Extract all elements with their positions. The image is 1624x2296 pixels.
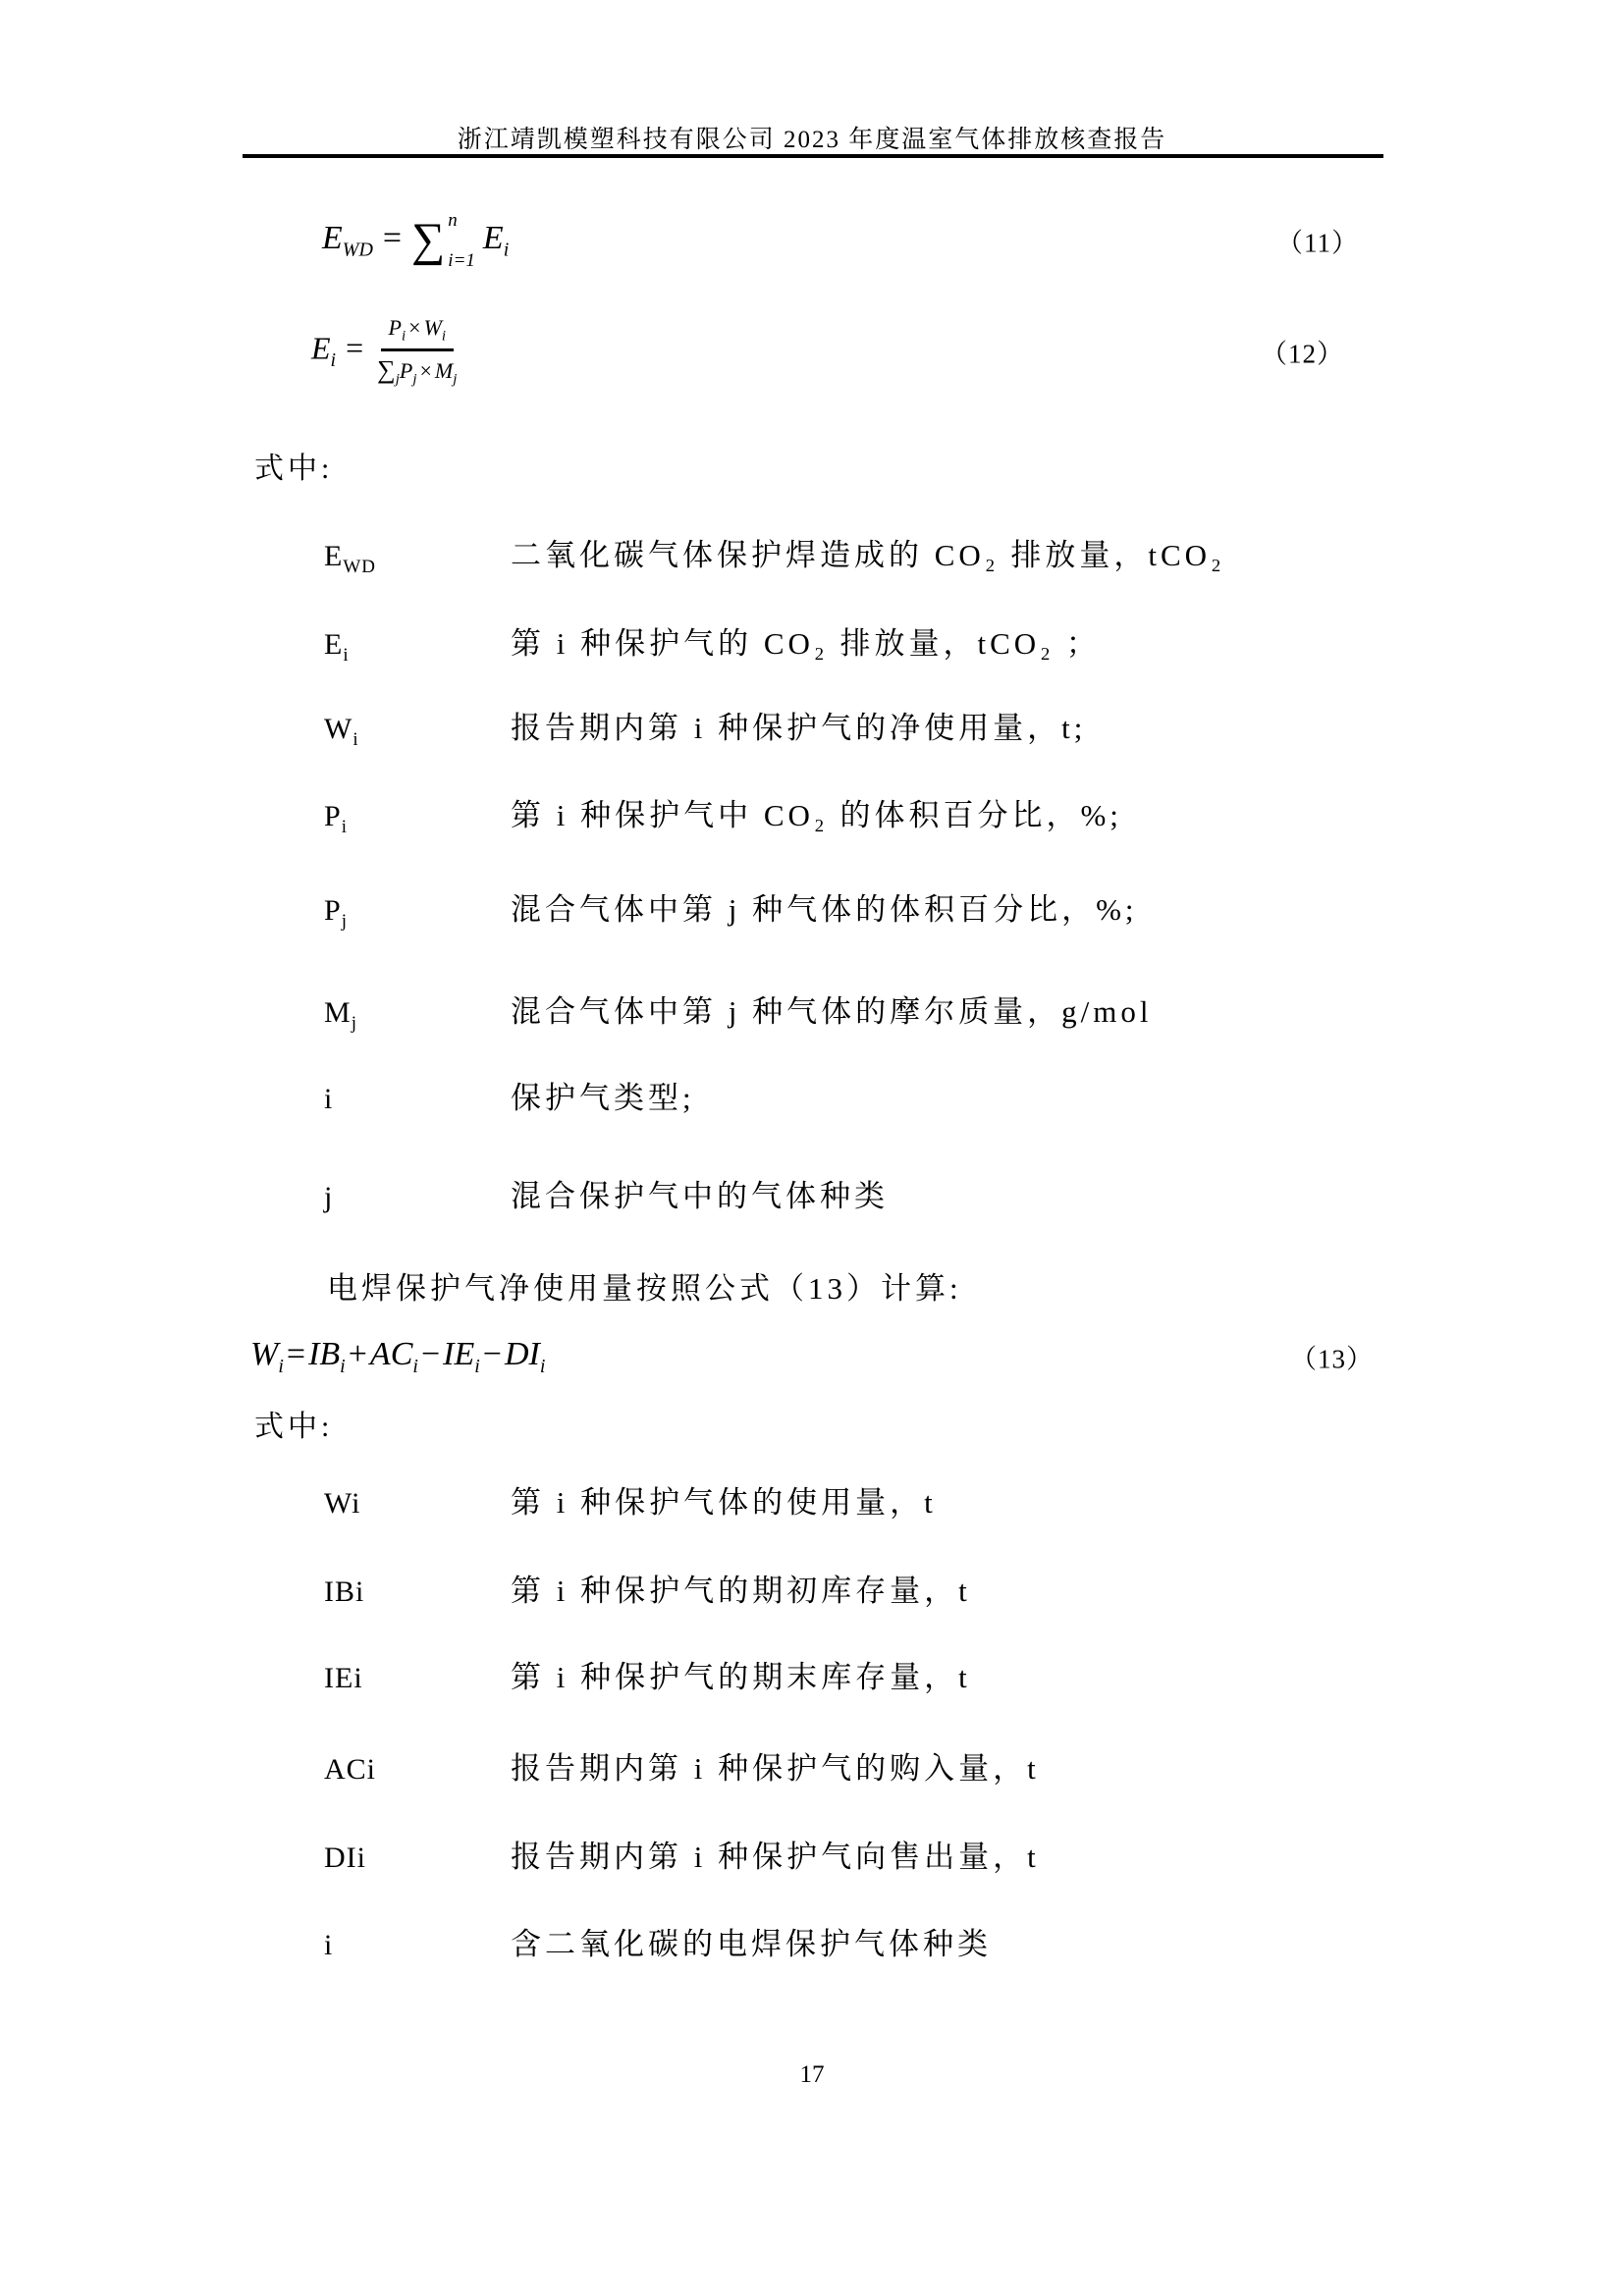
symbol-term: i <box>324 1083 334 1115</box>
fraction-denominator: $\sum_jP_j \times M_j$ <box>377 354 458 387</box>
formula-11 <box>0 201 1624 280</box>
symbol-E: E <box>482 219 504 256</box>
where-label: 式中: <box>254 453 334 485</box>
symbol-term: DIi <box>324 1842 366 1874</box>
symbol-term: j <box>324 1181 334 1213</box>
symbol-description: 含二氧化碳的电焊保护气体种类 <box>511 1927 992 1961</box>
symbol-description: 二氧化碳气体保护焊造成的 CO₂ 排放量，tCO₂ <box>511 538 1225 572</box>
definition-row <box>0 790 1624 838</box>
symbol-description: 混合气体中第 j 种气体的体积百分比，%; <box>511 892 1138 927</box>
header-rule <box>243 154 1383 158</box>
symbol-description: 第 i 种保护气体的使用量，t <box>511 1485 937 1520</box>
symbol-term: IBi <box>324 1575 365 1608</box>
summation-lower-limit: i=1 <box>448 250 475 271</box>
symbol-E: E <box>322 219 343 256</box>
symbol-description: 第 i 种保护气的期末库存量，t <box>511 1660 971 1694</box>
equation-number-11: （11） <box>1276 228 1359 258</box>
definition-row <box>0 618 1624 667</box>
summation-upper-limit: n <box>448 210 458 231</box>
formula-12 <box>0 304 1624 399</box>
definition-row <box>0 1566 1624 1610</box>
symbol-term: $P_i$ <box>324 800 348 837</box>
page-number: 17 <box>799 2061 825 2088</box>
formula-13 <box>0 1327 1624 1386</box>
symbol-term: $E_{WD}$ <box>324 540 376 577</box>
symbol-description: 报告期内第 i 种保护气的净使用量，t; <box>511 711 1087 745</box>
definition-row <box>0 1171 1624 1219</box>
fraction-numerator: $P_i \times W_i$ <box>381 316 455 351</box>
definition-row <box>0 703 1624 751</box>
definition-row <box>0 530 1624 578</box>
definition-row <box>0 884 1624 933</box>
symbol-description: 第 i 种保护气的期初库存量，t <box>511 1574 971 1608</box>
symbol-description: 报告期内第 i 种保护气的购入量，t <box>511 1751 1040 1786</box>
definition-row <box>0 1832 1624 1876</box>
symbol-description: 混合保护气中的气体种类 <box>511 1179 889 1213</box>
summation-symbol: ∑ n i=1 <box>411 210 475 271</box>
symbol-term: Wi <box>324 1487 361 1520</box>
formula-13-expression: $W_i=IB_i+AC_i-IE_i-DI_i$ <box>250 1335 546 1377</box>
formula-11-expression: $E_{WD}$ = ∑ n i=1 $E_i$ <box>322 210 510 271</box>
symbol-term: ACi <box>324 1753 377 1786</box>
definition-row <box>0 987 1624 1035</box>
symbol-term: $E_i$ <box>324 628 350 666</box>
definition-row <box>0 1073 1624 1121</box>
equation-number-12: （12） <box>1261 339 1344 369</box>
symbol-term: $W_i$ <box>324 713 359 750</box>
symbol-description: 第 i 种保护气的 CO₂ 排放量，tCO₂ ； <box>511 626 1101 661</box>
definition-row <box>0 1919 1624 1963</box>
symbol-term: IEi <box>324 1662 363 1694</box>
equation-number-13: （13） <box>1290 1344 1374 1374</box>
header-title: 浙江靖凯模塑科技有限公司 2023 年度温室气体排放核查报告 <box>457 127 1167 153</box>
symbol-term: $P_j$ <box>324 894 348 932</box>
fraction <box>377 316 457 388</box>
symbol-term: $M_j$ <box>324 996 357 1034</box>
formula-12-expression: $E_i$ = $\frac{P_i \times W_i}{\sum_jP_j \times M_j}$ <box>311 314 458 387</box>
summation-symbol: ∑ <box>377 354 396 384</box>
symbol-description: 第 i 种保护气中 CO₂ 的体积百分比，%; <box>511 798 1122 832</box>
symbol-description: 保护气类型; <box>511 1081 695 1115</box>
symbol-description: 报告期内第 i 种保护气向售出量，t <box>511 1840 1040 1874</box>
symbol-E: E <box>311 330 331 366</box>
definition-row <box>0 1652 1624 1696</box>
symbol-term: i <box>324 1929 334 1961</box>
formula-13-intro: 电焊保护气净使用量按照公式（13）计算: <box>327 1271 962 1306</box>
definition-row <box>0 1743 1624 1788</box>
symbol-description: 混合气体中第 j 种气体的摩尔质量，g/mol <box>511 994 1153 1029</box>
where-label: 式中: <box>254 1411 334 1443</box>
definition-row <box>0 1477 1624 1522</box>
